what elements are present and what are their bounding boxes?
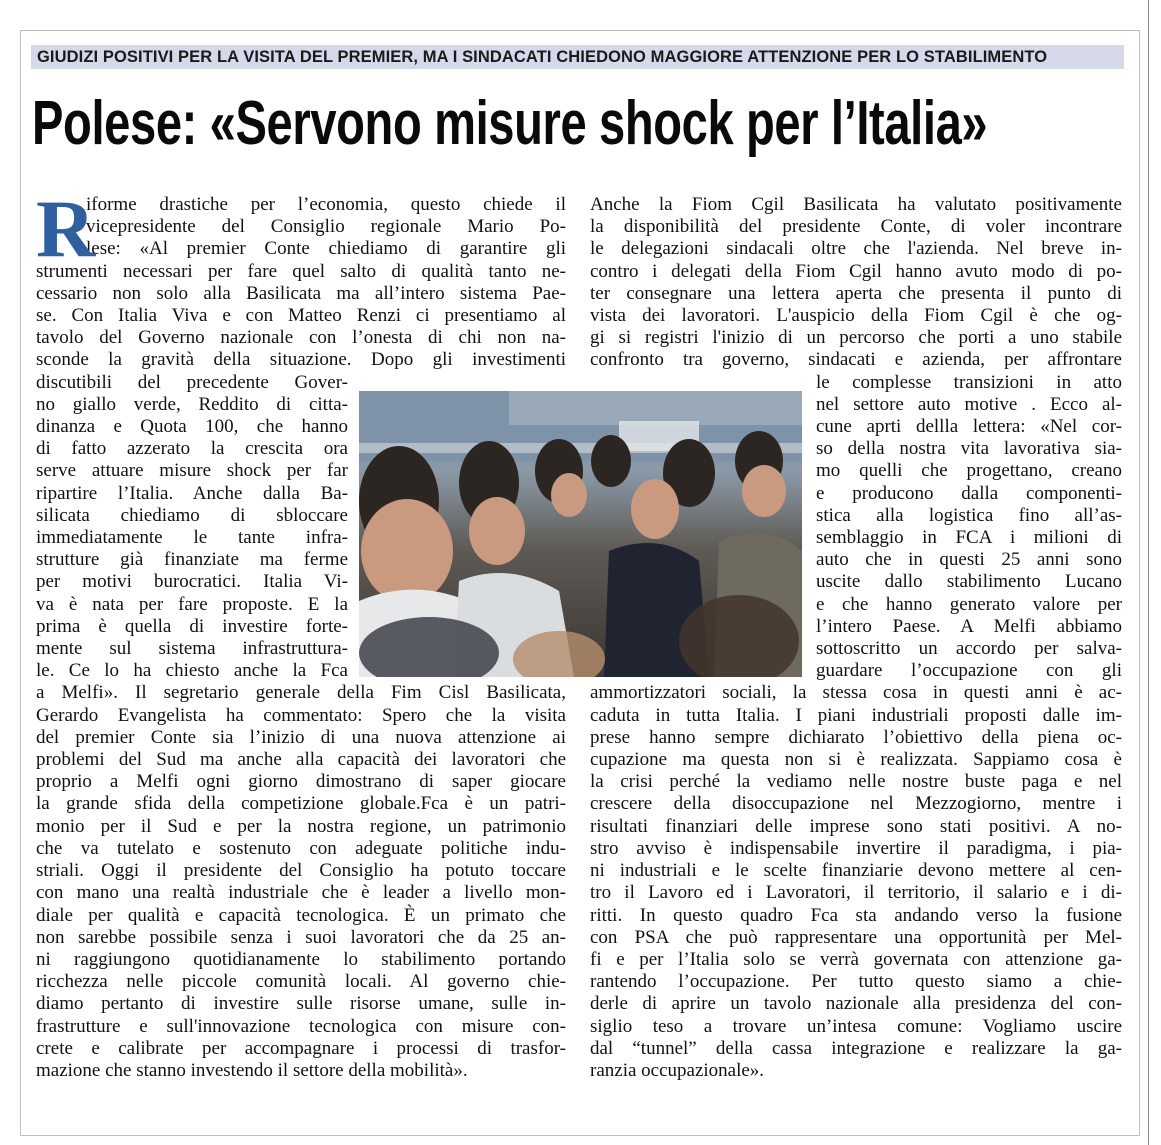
text-line: del premier Conte sia l’inizio di una nuova attenzione ai [36, 726, 566, 748]
text-line: immediatamente le tante infra- [36, 527, 348, 549]
text-line: Gerardo Evangelista ha commentato: Spero che la visita [36, 704, 566, 726]
text-line: guardare l’occupazione con gli [816, 660, 1122, 682]
full-width-lines-bottom [36, 682, 566, 1082]
text-line: prese hanno sempre dichiarato l’obiettivo della piena oc- [590, 726, 1122, 748]
text-line: contro i delegati della Fiom Cgil hanno avuto modo di po- [590, 260, 1122, 282]
text-line: la grande sfida della competizione globale.Fca è un patri- [36, 793, 566, 815]
article-photo [359, 391, 802, 677]
text-line: derle di aprire un tavolo nazionale alla presidenza del con- [590, 993, 1122, 1015]
page-edge-line [1148, 0, 1149, 1145]
text-line: con PSA che può rappresentare una opportunità per Mel- [590, 926, 1122, 948]
text-line: siglio teso a trovare un’intesa comune: Vogliamo uscire [590, 1015, 1122, 1037]
text-line: dinanza e Quota 100, che hanno [36, 416, 348, 438]
text-line: uscite dallo stabilimento Lucano [816, 571, 1122, 593]
text-line: vicepresidente del Consiglio regionale Mario Po- [86, 216, 566, 238]
text-line: proprio a Melfi ogni giorno dimostrano di saper giocare [36, 771, 566, 793]
text-line: ranzia occupazionale». [590, 1059, 765, 1081]
text-line: stica alla logistica fino all’as- [816, 504, 1122, 526]
text-line: sottoscritto un accordo per salva- [816, 638, 1122, 660]
text-line: l’intero Paese. A Melfi abbiamo [816, 615, 1122, 637]
article-headline: Polese: «Servono misure shock per l’Italia» [32, 89, 988, 158]
text-line: problemi del Sud ma anche alla capacità dei lavoratori che [36, 749, 566, 771]
text-line: diamo pertanto di investire sulle risorse umane, sulle in- [36, 993, 566, 1015]
text-line: ritti. In questo quadro Fca sta andando verso la fusione [590, 904, 1122, 926]
text-line: prima è quella di investire forte- [36, 615, 348, 637]
text-line: Anche la Fiom Cgil Basilicata ha valutato positivamente [590, 194, 1122, 215]
text-line: discutibili del precedente Gover- [36, 371, 348, 393]
text-line: che va tutelato e sostenuto con adeguate politiche indu- [36, 837, 566, 859]
text-line: so della nostra vita lavorativa sia- [816, 438, 1122, 460]
text-line: iforme drastiche per l’economia, questo chiede il [86, 194, 566, 215]
full-width-lines-bottom [590, 682, 1122, 1082]
text-line: di fatto azzerato la crescita ora [36, 438, 348, 460]
text-line: va è nata per fare proposte. E la [36, 593, 348, 615]
text-line: stro avviso è indispensabile invertire il paradigma, i pia- [590, 837, 1122, 859]
text-line: ripartire l’Italia. Anche dalla Ba- [36, 482, 348, 504]
full-width-lines-top [590, 194, 1122, 372]
text-line: sconde la gravità della situazione. Dopo gli investimenti [36, 349, 566, 371]
full-width-lines-top [36, 261, 566, 372]
group-photo-icon [359, 391, 802, 677]
text-line: ni industriali e le scelte finanziarie devono mettere al cen- [590, 860, 1122, 882]
text-line: vista dei lavoratori. L'auspicio della Fiom Cgil è che og- [590, 305, 1122, 327]
text-line: la crisi perché la vediamo nelle nostre buste paga e nel [590, 771, 1122, 793]
text-line: gi si registri l'inizio di un percorso che porti a uno stabile [590, 327, 1122, 349]
text-line: tro il Lavoro ed i Lavoratori, il territorio, il salario e i di- [590, 882, 1122, 904]
text-line: per motivi burocratici. Italia Vi- [36, 571, 348, 593]
text-line: caduta in tutta Italia. I piani industriali proposti dalle im- [590, 704, 1122, 726]
text-line: lese: «Al premier Conte chiediamo di garantire gli [86, 238, 566, 260]
text-line: e che hanno generato valore per [816, 593, 1122, 615]
text-line: le complesse transizioni in atto [816, 371, 1122, 393]
text-line: confronto tra governo, sindacati e azienda, per affrontare [590, 349, 1122, 371]
text-line: rantendo l’occupazione. Per tutto questo siamo a chie- [590, 971, 1122, 993]
text-line: diale per qualità e capacità tecnologica. È un primato che [36, 904, 566, 926]
text-line: con mano una realtà industriale che è leader a livello mon- [36, 882, 566, 904]
text-line: auto che in questi 25 anni sono [816, 549, 1122, 571]
text-line: ammortizzatori sociali, la stessa cosa in questi anni è ac- [590, 682, 1122, 704]
text-line: risultati finanziari delle imprese sono stati positivi. A no- [590, 815, 1122, 837]
text-line: crescere della disoccupazione nel Mezzogiorno, mentre i [590, 793, 1122, 815]
text-line: striali. Oggi il presidente del Consiglio ha potuto toccare [36, 860, 566, 882]
drop-cap: R [36, 183, 96, 274]
text-line: semblaggio in FCA i milioni di [816, 527, 1122, 549]
text-line: no giallo verde, Reddito di citta- [36, 393, 348, 415]
text-line: cupazione ma questa non si è realizzata. Sappiamo cosa è [590, 749, 1122, 771]
text-line: non sarebbe possibile senza i suoi lavoratori che da 25 an- [36, 926, 566, 948]
text-line: frastrutture e sull'innovazione tecnologica con misure con- [36, 1015, 566, 1037]
text-line: cessario non solo alla Basilicata ma all’intero sistema Pae- [36, 282, 566, 304]
text-line: le delegazioni sindacali oltre che l'azienda. Nel breve in- [590, 238, 1122, 260]
text-line: a Melfi». Il segretario generale della Fim Cisl Basilicata, [36, 682, 566, 704]
text-line: le. Ce lo ha chiesto anche la Fca [36, 660, 348, 682]
text-line: cune aprti dellla lettera: «Nel cor- [816, 416, 1122, 438]
text-line: mente sul sistema infrastruttura- [36, 638, 348, 660]
text-line: silicata chiediamo di sbloccare [36, 504, 348, 526]
text-line: ricchezza nelle piccole comunità locali. Al governo chie- [36, 971, 566, 993]
text-line: se. Con Italia Viva e con Matteo Renzi ci presentiamo al [36, 305, 566, 327]
text-line: dal “tunnel” della cassa integrazione e realizzare la ga- [590, 1037, 1122, 1059]
text-line: mazione che stanno investendo il settore della mobilità». [36, 1059, 468, 1081]
text-line: la disponibilità del presidente Conte, di voler incontrare [590, 216, 1122, 238]
text-line: tavolo del Governo nazionale con l’onesta di chi non na- [36, 327, 566, 349]
text-line: ter consegnare una lettera aperta che presenta il punto di [590, 282, 1122, 304]
text-line: e producono dalla componenti- [816, 482, 1122, 504]
text-line: serve attuare misure shock per far [36, 460, 348, 482]
article-kicker: GIUDIZI POSITIVI PER LA VISITA DEL PREMIER, MA I SINDACATI CHIEDONO MAGGIORE ATTENZIONE PER LO STABILIMENTO [31, 45, 1124, 69]
text-line: strumenti necessari per fare quel salto di qualità tanto ne- [36, 260, 566, 282]
text-line: mo quelli che progettano, creano [816, 460, 1122, 482]
text-line: ni raggiungono quotidianamente lo stabilimento portando [36, 948, 566, 970]
text-line: fi e per l’Italia solo se verrà governata con attenzione ga- [590, 948, 1122, 970]
text-line: strutture già finanziate ma ferme [36, 549, 348, 571]
text-line: nel settore auto motive . Ecco al- [816, 393, 1122, 415]
text-line: crete e calibrate per accompagnare i processi di trasfor- [36, 1037, 566, 1059]
text-line: monio per il Sud e per la nostra regione, un patrimonio [36, 815, 566, 837]
